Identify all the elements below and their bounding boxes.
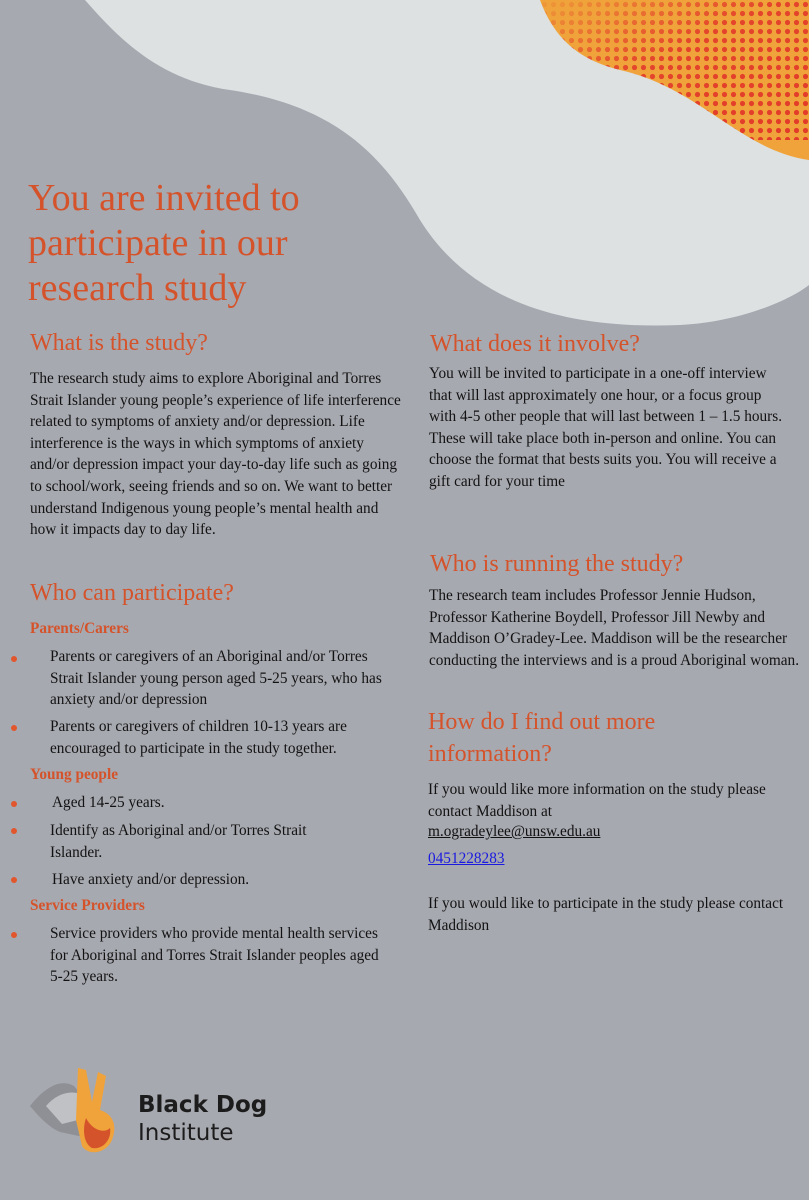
bullet-dot [11, 801, 17, 807]
heading-what-is-study: What is the study? [30, 330, 208, 356]
bullet-dot [11, 877, 17, 883]
more-info-text: If you would like more information on the study please contact Maddison at [428, 781, 766, 820]
list-item: Parents or caregivers of an Aboriginal and/or Torres Strait Islander young person aged 5-25 years, who has anxiety and/or depression [50, 648, 382, 709]
logo-text-institute: Institute [138, 1120, 234, 1146]
list-item: Have anxiety and/or depression. [52, 871, 250, 888]
group-label-service-providers: Service Providers [30, 897, 145, 914]
group-label-young-people: Young people [30, 766, 118, 783]
heading-who-can-participate: Who can participate? [30, 580, 234, 606]
heading-find-out-more: How do I find out more information? [428, 709, 656, 767]
list-item: Aged 14-25 years. [52, 794, 165, 811]
phone-link[interactable]: 0451228283 [428, 850, 505, 867]
black-dog-logo-icon [26, 1058, 134, 1158]
involve-text: You will be invited to participate in a one-off interview that will last approximately one hour, or a focus group with 4-5 other people that will last between 1 – 1.5 hours. These will take place both in-person and online. You can choose the format that bests suits you. You will receive a gift card for your time [429, 365, 783, 490]
bullet-dot [11, 656, 17, 662]
bullet-dot [11, 725, 17, 731]
logo-text-black-dog: Black Dog [138, 1092, 268, 1118]
participate-text: If you would like to participate in the study please contact Maddison [428, 895, 784, 934]
email-link[interactable]: m.ogradeylee@unsw.edu.au [428, 823, 601, 840]
bullet-dot [11, 932, 17, 938]
heading-who-is-running: Who is running the study? [430, 551, 684, 577]
list-item: Parents or caregivers of children 10-13 years are encouraged to participate in the study together. [50, 718, 347, 757]
group-label-parents: Parents/Carers [30, 620, 129, 637]
list-item: Service providers who provide mental health services for Aboriginal and Torres Strait Islander peoples aged 5-25 years. [50, 925, 379, 986]
page-title: You are invited to participate in our research study [28, 177, 300, 309]
running-text: The research team includes Professor Jennie Hudson, Professor Katherine Boydell, Professor Jill Newby and Maddison O’Gradey-Lee. Maddison will be the researcher conducting the interviews and is a proud Aboriginal woman. [429, 587, 800, 669]
bullet-dot [11, 828, 17, 834]
list-item: Identify as Aboriginal and/or Torres Strait Islander. [50, 822, 307, 861]
heading-what-does-it-involve: What does it involve? [430, 331, 640, 357]
what-is-study-text: The research study aims to explore Aboriginal and Torres Strait Islander young people’s experience of life interference related to symptoms of anxiety and/or depression. Life interference is the ways in which symptoms of anxiety and/or depression impact your day-to-day life such as going to school/work, seeing friends and so on. We want to better understand Indigenous young people’s mental health and how it impacts day to day life. [30, 370, 401, 539]
